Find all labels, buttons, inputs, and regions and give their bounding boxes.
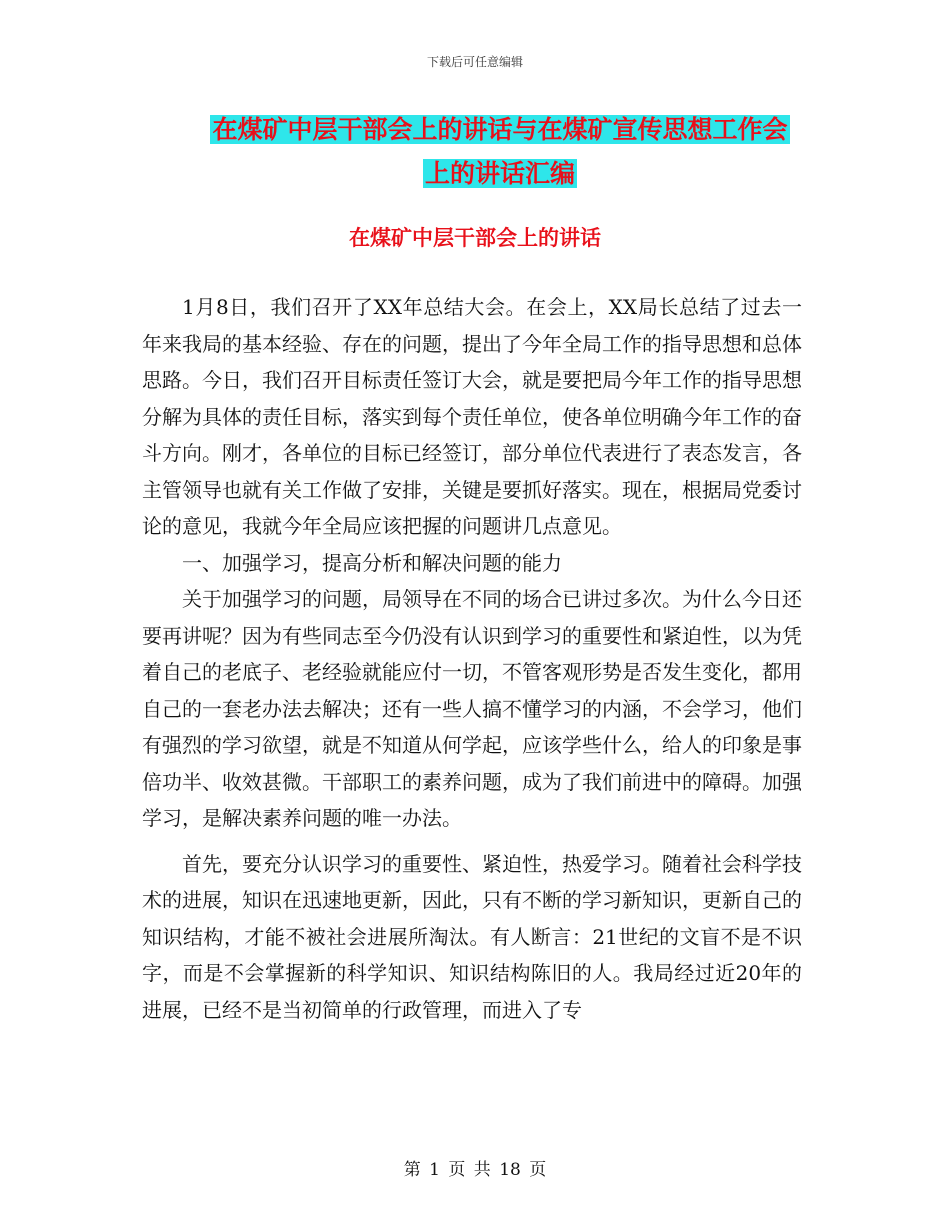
document-title-line-1: 在煤矿中层干部会上的讲话与在煤矿宣传思想工作会: [212, 115, 788, 144]
paragraph: 关于加强学习的问题，局领导在不同的场合已讲过多次。为什么今日还要再讲呢？因为有些同志至今仍没有认识到学习的重要性和紧迫性，以为凭着自己的老底子、老经验就能应付一切，不管客观形势是否发生变化，都用自己的一套老办法去解决；还有一些人搞不懂学习的内涵，不会学习，他们有强烈的学习欲望，就是不知道从何学起，应该学些什么，给人的印象是事倍功半、收效甚微。干部职工的素养问题，成为了我们前进中的障碍。加强学习，是解决素养问题的唯一办法。: [142, 587, 802, 830]
paragraph-heading: 一、加强学习，提高分析和解决问题的能力: [182, 550, 562, 575]
document-title: [150, 108, 850, 196]
document-title-line-2: 上的讲话汇编: [424, 159, 575, 188]
body-text: [142, 289, 802, 1028]
paragraph: 1月8日，我们召开了XX年总结大会。在会上，XX局长总结了过去一年来我局的基本经验、存在的问题，提出了今年全局工作的指导思想和总体思路。今日，我们召开目标责任签订大会，就是要把局今年工作的指导思想分解为具体的责任目标，落实到每个责任单位，使各单位明确今年工作的奋斗方向。刚才，各单位的目标已经签订，部分单位代表进行了表态发言，各主管领导也就有关工作做了安排，关键是要抓好落实。现在，根据局党委讨论的意见，我就今年全局应该把握的问题讲几点意见。: [142, 295, 802, 538]
paragraph: 首先，要充分认识学习的重要性、紧迫性，热爱学习。随着社会科学技术的进展，知识在迅速地更新，因此，只有不断的学习新知识，更新自己的知识结构，才能不被社会进展所淘汰。有人断言：21世纪的文盲不是不识字，而是不会掌握新的科学知识、知识结构陈旧的人。我局经过近20年的进展，已经不是当初简单的行政管理，而进入了专: [142, 851, 802, 1022]
header-note: 下载后可任意编辑: [426, 55, 523, 69]
section-title: 在煤矿中层干部会上的讲话: [349, 226, 601, 250]
page-footer: 第 1 页 共 18 页: [403, 1160, 547, 1180]
